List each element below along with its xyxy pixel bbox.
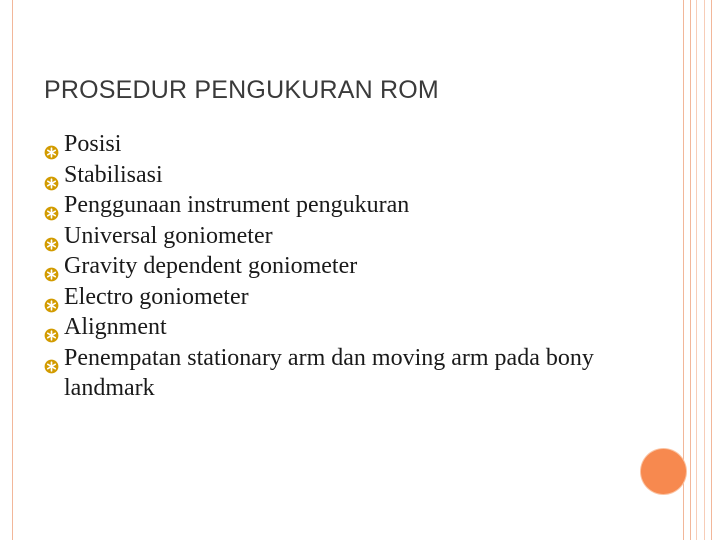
list-item: [44, 251, 644, 282]
list-item: [44, 190, 644, 221]
list-item: [44, 129, 644, 160]
list-item: [44, 160, 644, 191]
asterisk-flower-icon: [44, 169, 59, 184]
bullet-text: Stabilisasi: [64, 161, 163, 188]
list-item: [44, 282, 644, 313]
list-item: [44, 312, 644, 343]
bullet-text: Posisi: [64, 131, 122, 157]
bullet-text: Electro goniometer: [64, 283, 249, 310]
side-decoration-band: [690, 0, 712, 540]
orange-circle-decoration: [641, 449, 686, 494]
asterisk-flower-icon: [44, 138, 59, 153]
asterisk-flower-icon: [44, 230, 59, 245]
slide-title: PROSEDUR PENGUKURAN ROM: [44, 76, 439, 104]
asterisk-flower-icon: [44, 199, 59, 214]
asterisk-flower-icon: [44, 321, 59, 336]
list-item: [44, 221, 644, 252]
bullet-text: Gravity dependent goniometer: [64, 253, 358, 279]
asterisk-flower-icon: [44, 291, 59, 306]
asterisk-flower-icon: [44, 352, 59, 367]
bullet-text: Universal goniometer: [64, 222, 273, 249]
side-decoration-inner: [696, 0, 705, 540]
bullet-list: [44, 129, 644, 404]
bullet-text: Alignment: [64, 314, 167, 340]
bullet-text: Penempatan stationary arm dan moving arm pada bony landmark: [64, 344, 594, 401]
list-item: [44, 343, 644, 404]
bullet-text: Penggunaan instrument pengukuran: [64, 192, 410, 218]
asterisk-flower-icon: [44, 260, 59, 275]
